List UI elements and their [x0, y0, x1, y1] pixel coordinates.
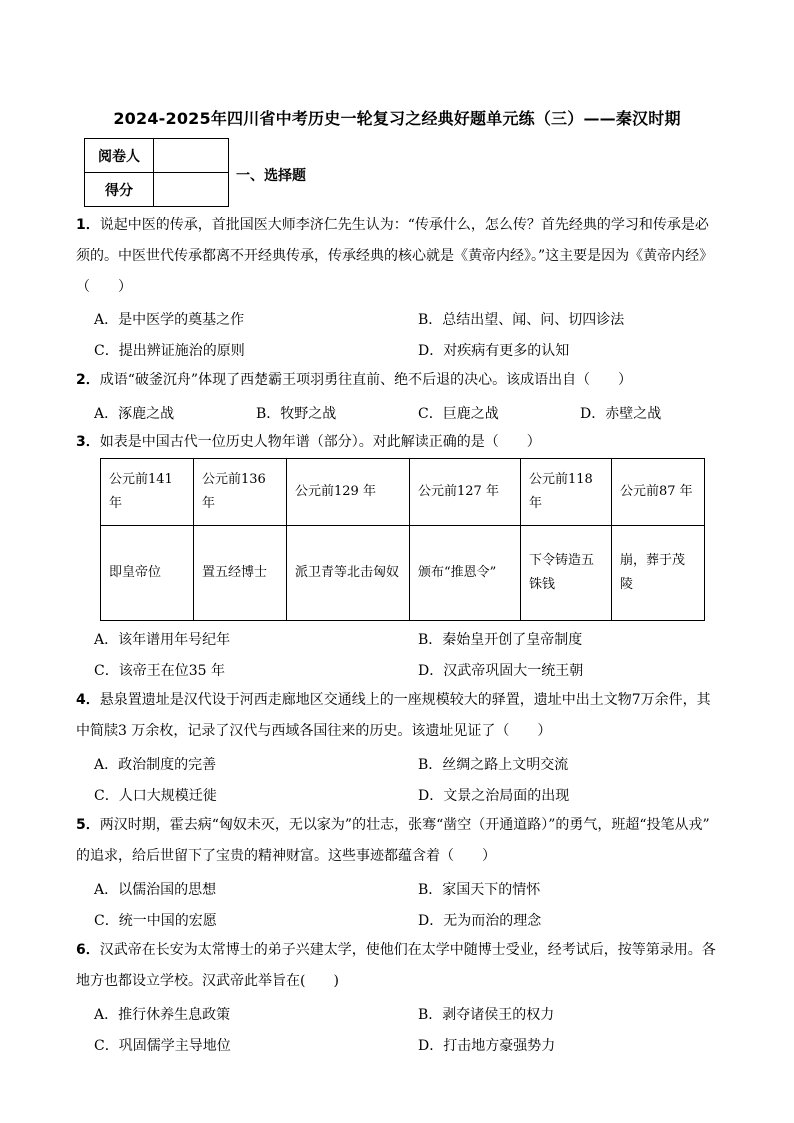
question-1 — [76, 210, 748, 303]
question-text: 悬泉置遗址是汉代设于河西走廊地区交通线上的一座规模较大的驿置，遗址中出土文物7万余件，其 — [99, 692, 711, 708]
question-text: 中简牍3 万余枚，记录了汉代与西域各国往来的历史。该遗址见证了（ ） — [76, 723, 552, 739]
event-cell: 颁布“推恩令” — [410, 526, 521, 621]
question-text: 说起中医的传承，首批国医大师李济仁先生认为：“传承什么，怎么传？首先经典的学习和传承是必 — [99, 217, 709, 233]
reviewer-cell — [154, 139, 229, 173]
option-b: B．秦始皇开创了皇帝制度 — [418, 632, 583, 648]
question-number: 1． — [76, 217, 100, 233]
score-table — [84, 138, 229, 207]
option-c: C．该帝王在位35 年 — [94, 663, 225, 679]
option-c: C．巨鹿之战 — [418, 406, 499, 422]
option-d: D．对疾病有更多的认知 — [418, 343, 570, 359]
option-a: A．推行休养生息政策 — [94, 1007, 231, 1023]
question-3 — [76, 427, 748, 458]
option-c: C．提出辨证施治的原则 — [94, 343, 245, 359]
option-c: C．人口大规模迁徙 — [94, 788, 217, 804]
question-text: 汉武帝在长安为太常博士的弟子兴建太学，使他们在太学中随博士受业，经考试后，按等第录用。各 — [99, 942, 716, 958]
question-4 — [76, 685, 748, 747]
question-number: 4． — [76, 692, 100, 708]
question-number: 6． — [76, 942, 100, 958]
year-cell: 公元前136年 — [194, 459, 287, 526]
option-c: C．巩固儒学主导地位 — [94, 1038, 231, 1054]
year-cell: 公元前118年 — [521, 459, 612, 526]
question-text: 须的。中医世代传承都离不开经典传承，传承经典的核心就是《黄帝内经》。”这主要是因为《黄帝内经》 — [76, 248, 714, 264]
year-cell: 公元前127 年 — [410, 459, 521, 526]
chronology-table — [100, 458, 705, 621]
question-text: 如表是中国古代一位历史人物年谱（部分）。对此解读正确的是（ ） — [99, 434, 541, 450]
question-text: 地方也都设立学校。汉武帝此举旨在( ) — [76, 973, 339, 989]
year-cell: 公元前87 年 — [612, 459, 705, 526]
event-cell: 崩，葬于茂陵 — [612, 526, 705, 621]
option-d: D．打击地方豪强势力 — [418, 1038, 556, 1054]
question-number: 3． — [76, 434, 100, 450]
option-d: D．汉武帝巩固大一统王朝 — [418, 663, 584, 679]
event-cell: 置五经博士 — [194, 526, 287, 621]
event-cell: 即皇帝位 — [101, 526, 194, 621]
option-d: D．赤壁之战 — [580, 406, 662, 422]
option-a: A．是中医学的奠基之作 — [94, 312, 245, 328]
option-b: B．家国天下的情怀 — [418, 882, 541, 898]
question-text: （ ） — [76, 279, 132, 295]
option-a: A．涿鹿之战 — [94, 406, 175, 422]
year-cell: 公元前141年 — [101, 459, 194, 526]
score-label: 得分 — [85, 173, 154, 207]
year-cell: 公元前129 年 — [287, 459, 410, 526]
option-a: A．政治制度的完善 — [94, 757, 217, 773]
score-cell — [154, 173, 229, 207]
option-d: D．无为而治的理念 — [418, 913, 542, 929]
question-number: 2． — [76, 372, 100, 388]
question-text: 成语“破釜沉舟”体现了西楚霸王项羽勇往直前、绝不后退的决心。该成语出自（ ） — [99, 372, 633, 388]
question-text: 两汉时期，霍去病“匈奴未灭，无以家为”的壮志，张骞“凿空（开通道路）”的勇气，班超“投笔从戎” — [99, 817, 710, 833]
question-2 — [76, 365, 748, 396]
option-b: B．丝绸之路上文明交流 — [418, 757, 569, 773]
option-c: C．统一中国的宏愿 — [94, 913, 217, 929]
page-title: 2024-2025年四川省中考历史一轮复习之经典好题单元练（三）——秦汉时期 — [113, 109, 681, 128]
option-b: B．牧野之战 — [256, 406, 337, 422]
question-text: 的追求，给后世留下了宝贵的精神财富。这些事迹都蕴含着（ ） — [76, 848, 496, 864]
option-a: A．以儒治国的思想 — [94, 882, 217, 898]
event-cell: 下令铸造五铢钱 — [521, 526, 612, 621]
option-d: D．文景之治局面的出现 — [418, 788, 570, 804]
question-number: 5． — [76, 817, 100, 833]
question-5 — [76, 810, 748, 872]
reviewer-label: 阅卷人 — [85, 139, 154, 173]
question-6 — [76, 935, 748, 997]
event-cell: 派卫青等北击匈奴 — [287, 526, 410, 621]
option-a: A．该年谱用年号纪年 — [94, 632, 231, 648]
option-b: B．剥夺诸侯王的权力 — [418, 1007, 555, 1023]
option-b: B．总结出望、闻、问、切四诊法 — [418, 312, 625, 328]
section-heading: 一、选择题 — [236, 168, 306, 184]
